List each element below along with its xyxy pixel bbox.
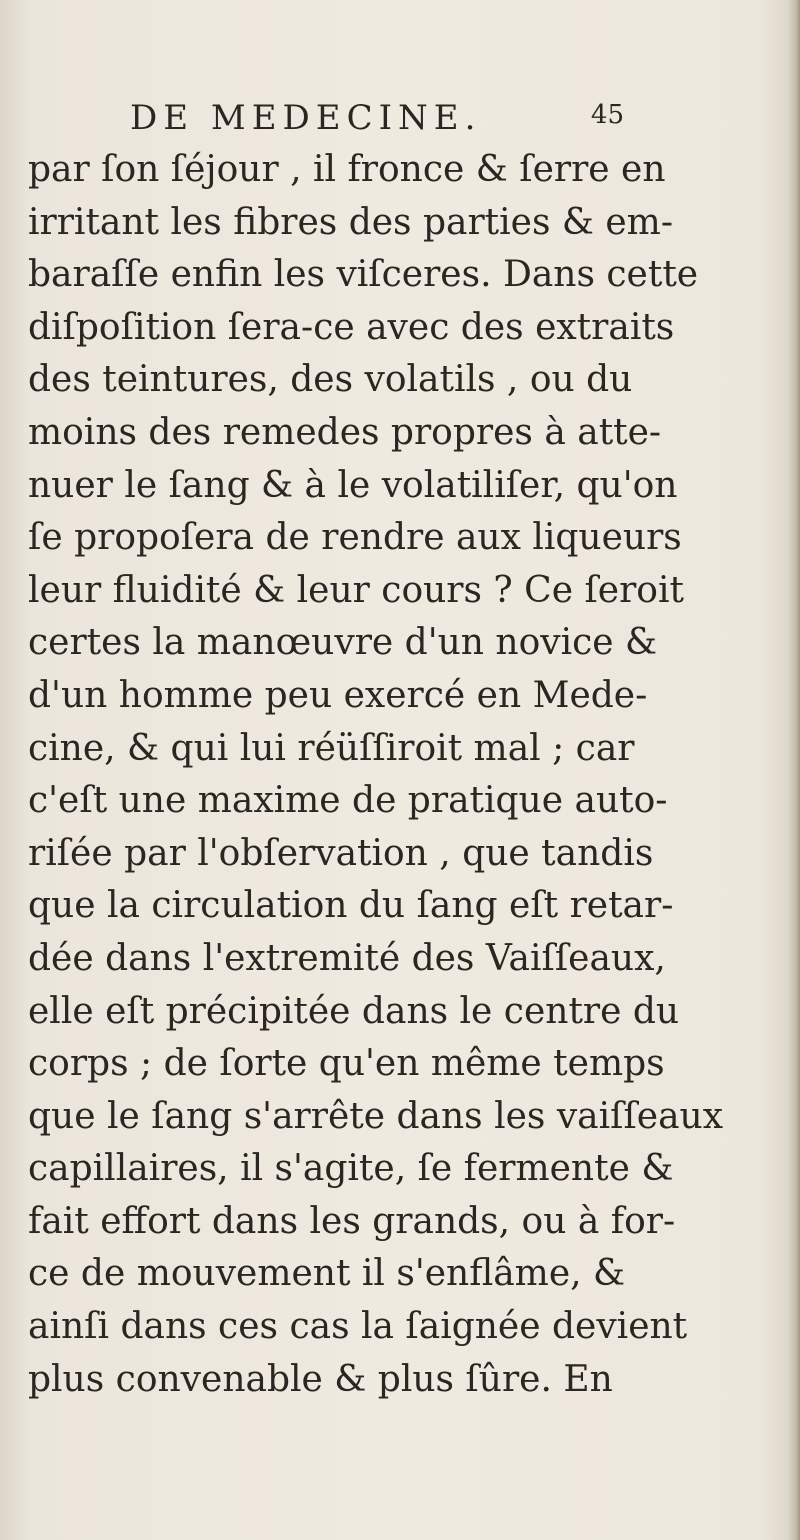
text-line: riſée par l'obſervation , que tandis	[28, 832, 654, 874]
text-line: ce de mouvement il s'enflâme, &	[28, 1253, 626, 1295]
text-line: ainſi dans ces cas la ſaignée devient	[28, 1306, 688, 1348]
text-line: que le ſang s'arrête dans les vaiſſeaux	[28, 1095, 724, 1137]
text-line: elle eſt précipitée dans le centre du	[28, 990, 680, 1032]
text-line: ſe propoſera de rendre aux liqueurs	[28, 517, 682, 559]
text-line: par ſon ſéjour , il fronce & ſerre en	[28, 149, 666, 190]
text-line: fait effort dans les grands, ou à for-	[28, 1200, 676, 1242]
text-line: leur fluidité & leur cours ? Ce ſeroit	[28, 569, 684, 611]
text-line: certes la manœuvre d'un novice &	[28, 622, 658, 664]
text-line: c'eſt une maxime de pratique auto-	[28, 780, 668, 822]
text-line: dée dans l'extremité des Vaiſſeaux,	[28, 937, 666, 979]
text-line: des teintures, des volatils , ou du	[28, 359, 633, 401]
page-header	[130, 98, 624, 148]
text-line: moins des remedes propres à atte-	[28, 411, 662, 453]
page-number: 45	[590, 100, 624, 130]
page-edge-shadow	[788, 0, 800, 1540]
body-text	[28, 144, 748, 1406]
text-line: diſpoſition ſera-ce avec des extraits	[28, 306, 675, 348]
text-line: plus convenable & plus ſûre. En	[28, 1358, 613, 1400]
running-title: DE MEDECINE.	[130, 98, 482, 138]
text-line: d'un homme peu exercé en Mede-	[28, 674, 648, 716]
text-line: cine, & qui lui réüſſiroit mal ; car	[28, 727, 635, 769]
text-line: capillaires, il s'agite, ſe fermente &	[28, 1148, 674, 1190]
text-line: nuer le ſang & à le volatiliſer, qu'on	[28, 464, 678, 506]
text-line: que la circulation du ſang eſt retar-	[28, 885, 674, 927]
text-line: corps ; de ſorte qu'en même temps	[28, 1043, 665, 1085]
text-line: baraſſe enfin les viſceres. Dans cette	[28, 254, 699, 296]
text-line: irritant les fibres des parties & em-	[28, 201, 673, 243]
